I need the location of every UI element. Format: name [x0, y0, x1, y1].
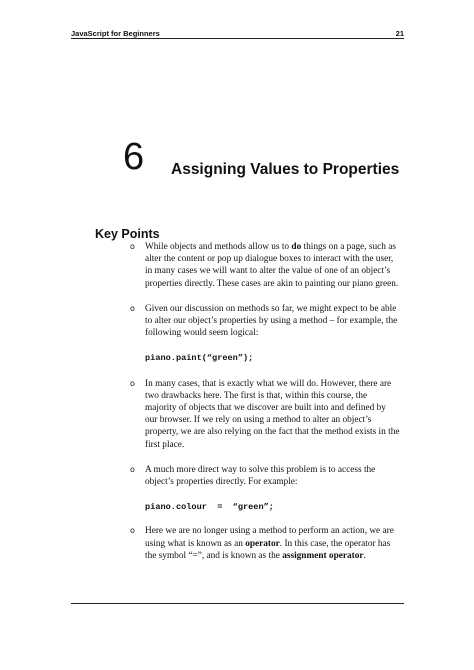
bullet-marker: o [130, 303, 135, 313]
list-item-text: A much more direct way to solve this problem is to access the object’s properties directly. For example: [145, 464, 376, 488]
list-item [130, 464, 400, 488]
list-item-text: In many cases, that is exactly what we will do. However, there are two drawbacks here. The first is that, within this course, the majority of objects that we discover are built into and defined by our browser. If we rely on using a method to alter an object’s property, we are also relying on the fact that the method exists in the first place. [145, 378, 400, 450]
list-item-text: While objects and methods allow us to [145, 242, 292, 252]
section-heading: Key Points [95, 227, 160, 241]
bullet-marker: o [130, 464, 135, 474]
emphasis-text: operator [245, 538, 280, 549]
chapter-title: Assigning Values to Properties [171, 161, 400, 178]
bullet-marker: o [130, 526, 135, 536]
list-item [130, 378, 400, 451]
list-item-text: . [363, 550, 366, 561]
list-item-text: Here we are no longer using a method to perform an action, we are using what is known as an [145, 526, 394, 549]
list-item-text: Given our discussion on methods so far, we might expect to be able to alter our object’s properties by using a method – for example, the following would seem logical: [145, 303, 398, 339]
list-item [130, 241, 400, 290]
book-title: JavaScript for Beginners [71, 29, 160, 38]
list-item-text: . In this case, the operator has the symbol “=”, and is known as the [145, 538, 391, 561]
emphasis-text: do [291, 242, 302, 252]
list-item-text: things on a page, such as alter the content or pop up dialogue boxes to interact with the user, in many cases we will want to alter the value of one of an object’s properties directly. These cases are akin to painting our piano green. [145, 242, 399, 289]
code-example-paint: piano.paint(“green”); [145, 353, 254, 364]
bullet-marker: o [130, 242, 135, 251]
list-item [130, 525, 400, 562]
bullet-marker: o [130, 378, 135, 388]
footer-rule [71, 603, 404, 604]
list-item [130, 303, 400, 340]
emphasis-text: assignment operator [282, 550, 364, 561]
page-number: 21 [395, 29, 404, 38]
key-points-list [130, 241, 400, 562]
chapter-number: 6 [123, 136, 145, 178]
header-rule [71, 38, 404, 39]
code-example-assignment: piano.colour = “green”; [145, 502, 274, 513]
